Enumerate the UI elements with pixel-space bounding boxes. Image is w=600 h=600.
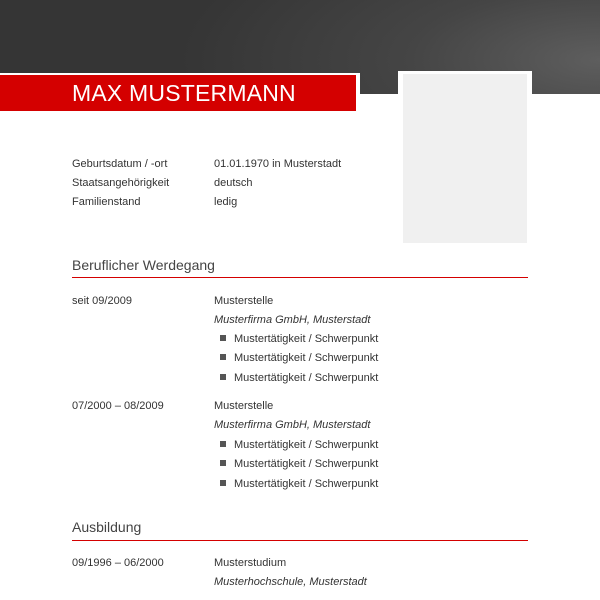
entry-position: Musterstelle xyxy=(214,295,274,307)
entry-company: Musterfirma GmbH, Musterstadt xyxy=(214,314,371,326)
personal-label: Familienstand xyxy=(72,196,141,208)
personal-label: Geburtsdatum / -ort xyxy=(72,158,168,170)
list-item xyxy=(220,371,378,385)
square-bullet-icon xyxy=(220,335,226,341)
personal-label: Staatsangehörigkeit xyxy=(72,177,170,189)
section-divider xyxy=(72,540,528,541)
name-banner xyxy=(0,73,360,113)
personal-value: deutsch xyxy=(214,177,253,189)
square-bullet-icon xyxy=(220,480,226,486)
entry-position: Musterstudium xyxy=(214,557,287,569)
list-item xyxy=(220,351,378,365)
list-item xyxy=(220,332,378,346)
list-item xyxy=(220,457,378,471)
square-bullet-icon xyxy=(220,354,226,360)
square-bullet-icon xyxy=(220,441,226,447)
entry-institution: Musterhochschule, Musterstadt xyxy=(214,576,367,588)
entry-company: Musterfirma GmbH, Musterstadt xyxy=(214,419,371,431)
square-bullet-icon xyxy=(220,374,226,380)
bullet-text: Mustertätigkeit / Schwerpunkt xyxy=(234,458,379,470)
section-divider xyxy=(72,277,528,278)
bullet-text: Mustertätigkeit / Schwerpunkt xyxy=(234,333,379,345)
person-name: MAX MUSTERMANN xyxy=(72,80,296,106)
entry-period: 09/1996 – 06/2000 xyxy=(72,557,164,569)
name-banner-fill xyxy=(0,75,356,111)
bullet-text: Mustertätigkeit / Schwerpunkt xyxy=(234,439,379,451)
bullet-text: Mustertätigkeit / Schwerpunkt xyxy=(234,372,379,384)
personal-value: ledig xyxy=(214,196,238,208)
section-title-education: Ausbildung xyxy=(72,519,142,535)
photo-placeholder xyxy=(403,74,527,243)
list-item xyxy=(220,477,378,491)
personal-value: 01.01.1970 in Musterstadt xyxy=(214,158,342,170)
section-title-career: Beruflicher Werdegang xyxy=(72,257,215,273)
entry-period: 07/2000 – 08/2009 xyxy=(72,400,164,412)
bullet-text: Mustertätigkeit / Schwerpunkt xyxy=(234,352,379,364)
entry-period: seit 09/2009 xyxy=(72,295,132,307)
bullet-text: Mustertätigkeit / Schwerpunkt xyxy=(234,478,379,490)
square-bullet-icon xyxy=(220,460,226,466)
entry-position: Musterstelle xyxy=(214,400,274,412)
photo-frame xyxy=(398,71,532,245)
list-item xyxy=(220,438,378,452)
